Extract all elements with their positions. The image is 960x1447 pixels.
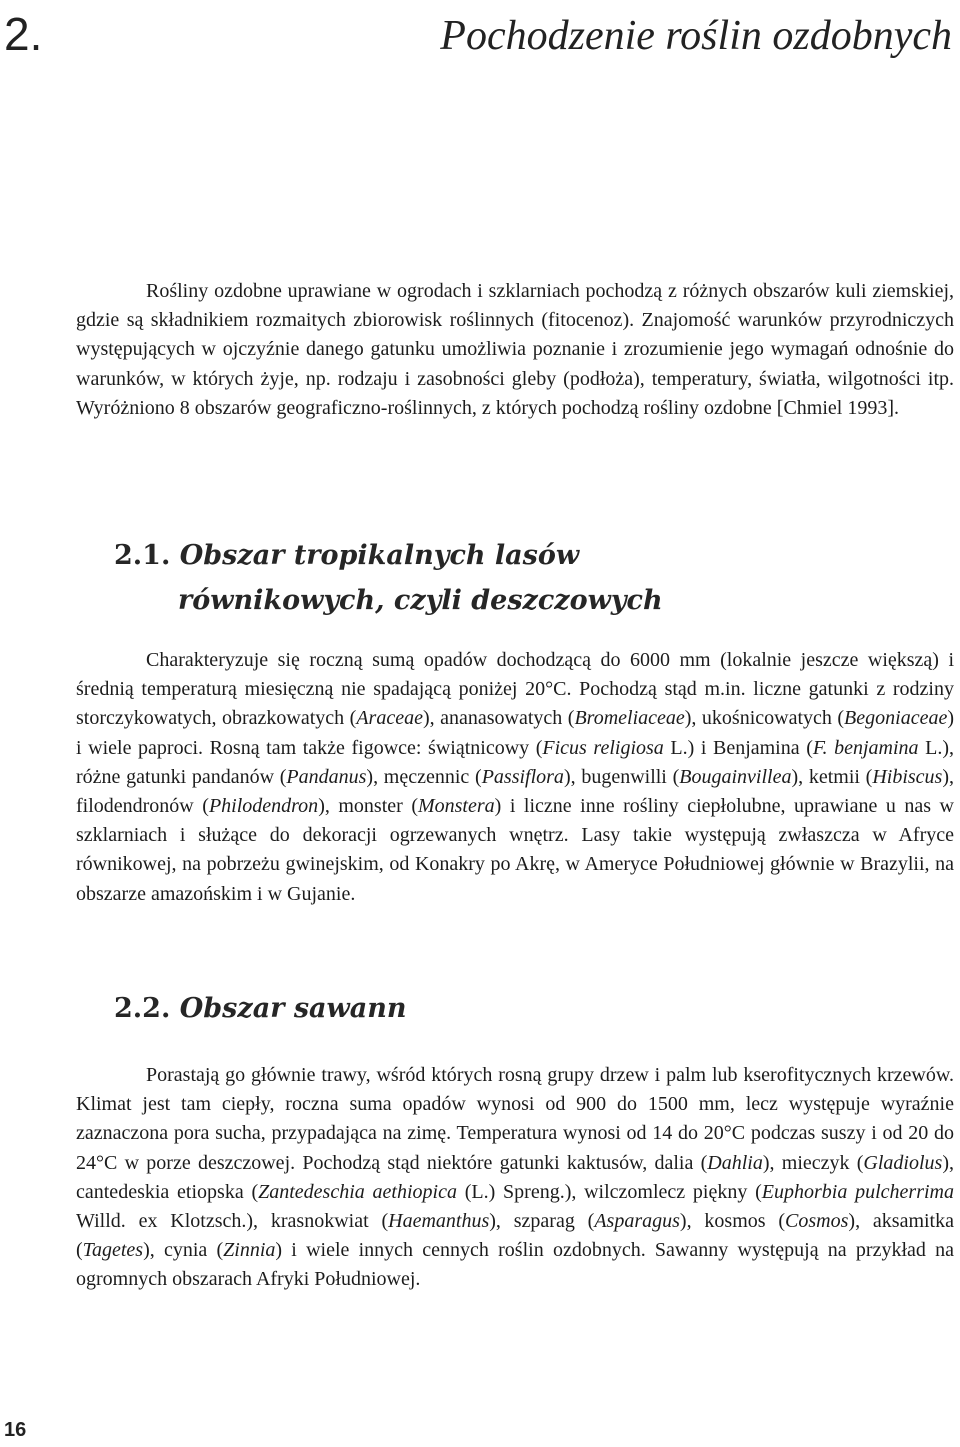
section-title-line1: Obszar tropikalnych lasów xyxy=(179,540,580,571)
section-title: Obszar sawann xyxy=(179,993,407,1024)
section-number: 2.1. xyxy=(114,540,171,571)
chapter-title: Pochodzenie roślin ozdobnych xyxy=(440,13,952,59)
intro-paragraph: Rośliny ozdobne uprawiane w ogrodach i szklarniach pochodzą z różnych obszarów kuli ziemskiej, gdzie są składnikiem rozmaitych zbiorowisk roślinnych (fitocenoz). Znajomość warunków przyrodniczych występujących w ojczyźnie danego gatunku umożliwia poznanie i zrozumienie jego wymagań odnośnie do warunków, w których żyje, np. rodzaju i zasobności gleby (podłoża), temperatury, światła, wilgotności itp. Wyróżniono 8 obszarów geograficzno-roślinnych, z których pochodzą rośliny ozdobne [Chmiel 1993]. xyxy=(76,280,954,419)
section-heading-2-2 xyxy=(114,986,934,1031)
section-heading-2-1 xyxy=(114,533,934,623)
section-number: 2.2. xyxy=(114,993,171,1024)
chapter-number: 2. xyxy=(4,8,43,60)
page-number: 16 xyxy=(4,1419,27,1441)
section-2-1-paragraph: Charakteryzuje się roczną sumą opadów dochodzącą do 6000 mm (lokalnie jeszcze większą) i średnią temperaturą miesięczną nie spadającą poniżej 20°C. Pochodzą stąd m.in. liczne gatunki z rodziny storczykowatych, obrazkowatych (Araceae), ananasowatych (Bromeliaceae), ukośnicowatych (Begoniaceae) i wiele paproci. Rosną tam także figowce: świątnicowy (Ficus religiosa L.) i Benjamina (F. benjamina L.), różne gatunki pandanów (Pandanus), męczennic (Passiflora), bugenwilli (Bougainvillea), ketmii (Hibiscus), filodendronów (Philodendron), monster (Monstera) i liczne inne rośliny ciepłolubne, uprawiane u nas w szklarniach i służące do dekoracji ogrzewanych wnętrz. Lasy takie występują zwłaszcza w Afryce równikowej, na pobrzeżu gwinejskim, od Konakry po Akrę, w Ameryce Południowej głównie w Brazylii, na obszarze amazońskim i w Gujanie. xyxy=(76,649,954,905)
section-2-2-paragraph: Porastają go głównie trawy, wśród których rosną grupy drzew i palm lub kserofitycznych krzewów. Klimat jest tam ciepły, roczna suma opadów wynosi od 900 do 1500 mm, lecz występuje wyraźnie zaznaczona pora sucha, przypadająca na zimę. Temperatura wynosi od 14 do 20°C podczas suszy i od 20 do 24°C w porze deszczowej. Pochodzą stąd niektóre gatunki kaktusów, dalia (Dahlia), mieczyk (Gladiolus), cantedeskia etiopska (Zantedeschia aethiopica (L.) Spreng.), wilczomlecz piękny (Euphorbia pulcherrima Willd. ex Klotzsch.), krasnokwiat (Haemanthus), szparag (Asparagus), kosmos (Cosmos), aksamitka (Tagetes), cynia (Zinnia) i wiele innych cennych roślin ozdobnych. Sawanny występują na przykład na ogromnych obszarach Afryki Południowej. xyxy=(76,1064,954,1291)
section-title-line2: równikowych, czyli deszczowych xyxy=(178,585,663,616)
